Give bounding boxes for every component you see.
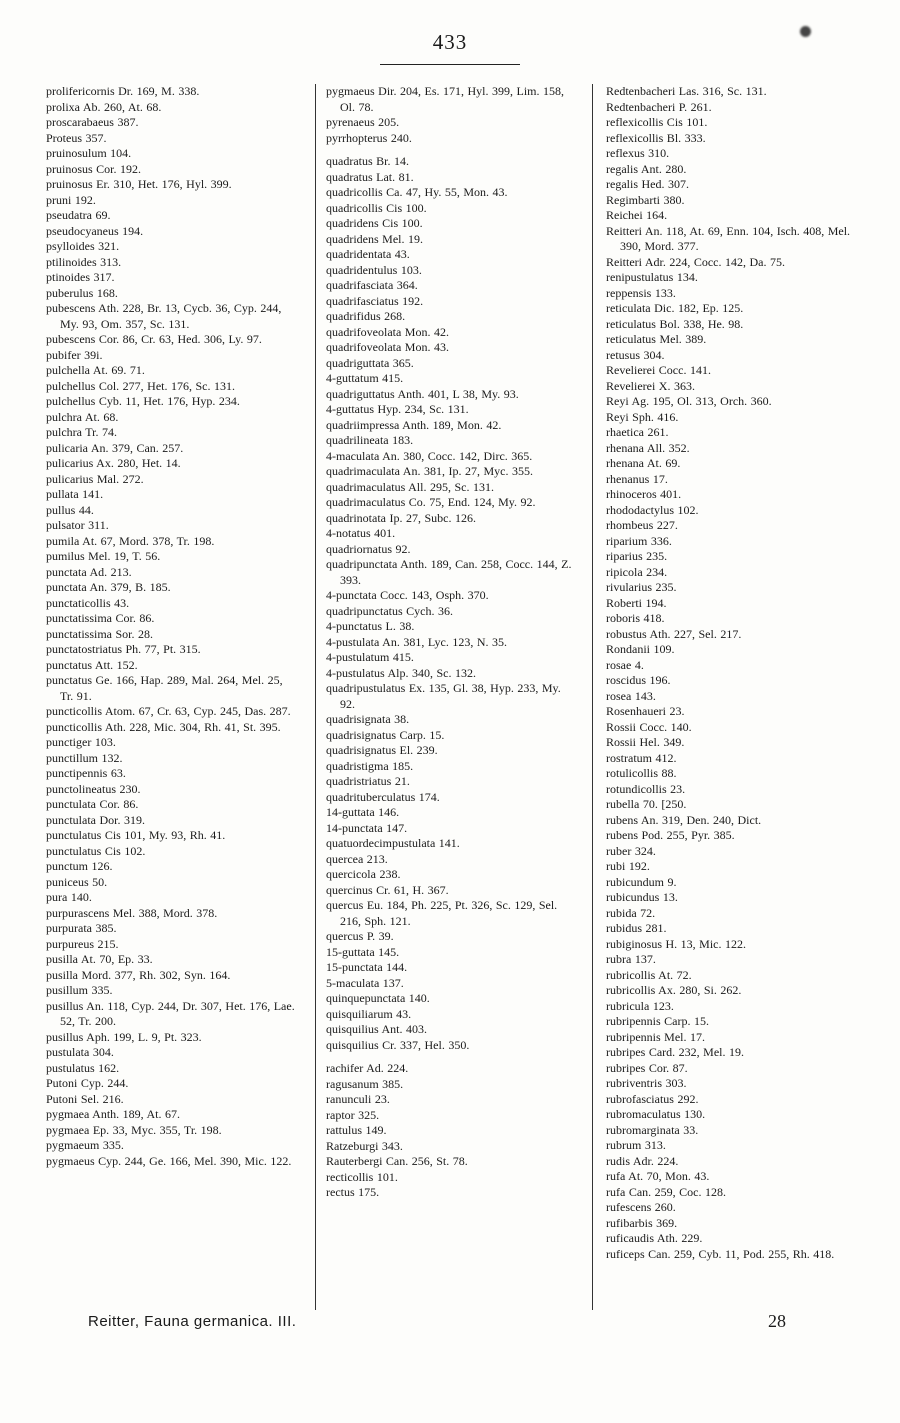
index-entry: punctipennis 63. <box>46 766 126 780</box>
index-entry: quadrifasciatus 192. <box>326 293 424 308</box>
index-entry: rubens An. 319, Den. 240, Dict. <box>606 812 762 827</box>
index-entry: pulicaria An. 379, Can. 257. <box>46 440 184 455</box>
index-entry: pubescens Cor. 86, Cr. 63, Hed. 306, Ly. 97. <box>46 332 262 346</box>
index-entry: pustulata 304. <box>46 1045 114 1059</box>
index-entry: quadrifoveolata Mon. 43. <box>326 340 449 354</box>
index-entry: pusillus An. 118, Cyp. 244, Dr. 307, Het. 176, Lae. 52, Tr. 200. <box>46 998 295 1028</box>
index-entry: punctatissima Sor. 28. <box>46 626 153 641</box>
index-entry: proliferic​ornis Dr. 169, M. 338. <box>46 84 200 98</box>
index-entry: quisquiliarum 43. <box>326 1006 412 1021</box>
index-entry: reppensis 133. <box>606 285 676 300</box>
index-entry: rubricollis Ax. 280, Si. 262. <box>606 983 742 997</box>
index-entry: pumilus Mel. 19, T. 56. <box>46 549 161 563</box>
index-entry: quinquepunctata 140. <box>326 991 430 1005</box>
index-entry: prolixa Ab. 260, At. 68. <box>46 99 162 114</box>
index-entry: roscidus 196. <box>606 673 671 687</box>
index-entry: rubripennis Mel. 17. <box>606 1029 705 1044</box>
index-entry: quatuordecimpustulata 141. <box>326 836 460 850</box>
index-entry: rhenana At. 69. <box>606 456 681 470</box>
index-entry: quadristriatus 21. <box>326 774 410 788</box>
footer-title: Reitter, Fauna germanica. III. <box>88 1313 297 1330</box>
index-entry: quercea 213. <box>326 851 388 866</box>
index-entry: reticulata Dic. 182, Ep. 125. <box>606 301 744 315</box>
header-rule <box>380 64 520 65</box>
index-entry: robustus Ath. 227, Sel. 217. <box>606 626 742 641</box>
index-entry: retusus 304. <box>606 347 665 362</box>
index-entry: rattulus 149. <box>326 1123 387 1137</box>
index-entry: quadrituberculatus 174. <box>326 789 440 804</box>
index-entry: ruficaudis Ath. 229. <box>606 1231 703 1245</box>
index-entry: pullata 141. <box>46 487 104 501</box>
index-entry: rubrofasciatus 292. <box>606 1091 699 1106</box>
index-entry: rhinoceros 401. <box>606 487 682 501</box>
index-entry: rubens Pod. 255, Pyr. 385. <box>606 828 735 842</box>
index-entry: punctum 126. <box>46 859 113 873</box>
index-entry: quadriguttatus Anth. 401, L 38, My. 93. <box>326 386 519 401</box>
index-entry: 4-punctata Cocc. 143, Osph. 370. <box>326 588 489 602</box>
index-entry: pseudocyaneus 194. <box>46 223 144 238</box>
index-entry: 14-guttata 146. <box>326 805 400 819</box>
index-entry: Rossii Cocc. 140. <box>606 719 692 734</box>
index-entry: quisquilius Cr. 337, Hel. 350. <box>326 1037 470 1052</box>
index-entry: pulchellus Col. 277, Het. 176, Sc. 131. <box>46 378 235 393</box>
index-entry: quadratus Lat. 81. <box>326 169 414 184</box>
index-entry: ptinoides 317. <box>46 270 115 284</box>
index-entry: ruber 324. <box>606 843 656 858</box>
index-column-3 <box>606 84 854 1310</box>
index-entry: rufibarbis 369. <box>606 1215 678 1230</box>
index-entry: pusillum 335. <box>46 983 113 997</box>
index-entry: quadrisignatus Carp. 15. <box>326 727 445 742</box>
index-entry: Revelierei X. 363. <box>606 378 695 393</box>
index-entry: rhaetica 261. <box>606 425 669 439</box>
index-entry: quadridens Cis 100. <box>326 216 423 230</box>
index-entry: quadrinotata Ip. 27, Subc. 126. <box>326 510 476 525</box>
index-entry: pusilla At. 70, Ep. 33. <box>46 952 153 966</box>
index-entry: Reyi Ag. 195, Ol. 313, Orch. 360. <box>606 394 772 408</box>
index-entry: rufa Can. 259, Coc. 128. <box>606 1184 726 1199</box>
index-entry: pubifer 39i. <box>46 347 103 362</box>
index-entry: 4-guttatus Hyp. 234, Sc. 131. <box>326 402 469 416</box>
index-entry: reflexicollis Cis 101. <box>606 115 708 129</box>
index-entry: pustulatus 162. <box>46 1060 120 1075</box>
column-divider <box>315 84 316 1310</box>
index-entry: rufa At. 70, Mon. 43. <box>606 1169 710 1183</box>
index-entry: raptor 325. <box>326 1107 380 1122</box>
index-entry: rubriventris 303. <box>606 1076 687 1090</box>
index-entry: pruinosus Er. 310, Het. 176, Hyl. 399. <box>46 177 232 191</box>
index-entry: quadrimaculatus All. 295, Sc. 131. <box>326 479 494 494</box>
index-entry: ripicola 234. <box>606 564 668 579</box>
index-entry: quadristigma 185. <box>326 758 414 773</box>
index-entry: rosea 143. <box>606 688 656 703</box>
index-entry: puncta​ticollis 43. <box>46 595 130 610</box>
index-entry: purpureus 215. <box>46 936 119 951</box>
index-entry: rubra 137. <box>606 952 656 966</box>
index-entry: 4-maculata An. 380, Cocc. 142, Dirc. 365. <box>326 448 533 463</box>
index-entry: psylloides 321. <box>46 239 120 253</box>
index-entry: quadriguttata 365. <box>326 355 414 370</box>
index-entry: reticulatus Mel. 389. <box>606 332 707 346</box>
column-divider <box>592 84 593 1310</box>
index-entry: rubripes Card. 232, Mel. 19. <box>606 1045 744 1059</box>
index-entry: quadratus Br. 14. <box>326 154 409 168</box>
index-entry: quercus Eu. 184, Ph. 225, Pt. 326, Sc. 129, Sel. 216, Sph. 121. <box>326 898 558 928</box>
index-entry: quadrifoveolata Mon. 42. <box>326 324 449 339</box>
index-entry: quadrimaculatus Co. 75, End. 124, My. 92. <box>326 495 536 509</box>
index-entry: reticulatus Bol. 338, He. 98. <box>606 316 744 331</box>
index-entry: rubromarginata 33. <box>606 1122 699 1137</box>
index-entry: pygmaea Ep. 33, Myc. 355, Tr. 198. <box>46 1122 222 1137</box>
index-column-1 <box>46 84 298 1310</box>
signature-mark: 28 <box>768 1311 786 1331</box>
index-entry: rubripes Cor. 87. <box>606 1060 688 1075</box>
index-entry: Ratzeburgi 343. <box>326 1138 403 1153</box>
index-entry: quadrifasciata 364. <box>326 278 418 292</box>
index-entry: pulchellus Cyb. 11, Het. 176, Hyp. 234. <box>46 394 240 408</box>
index-entry: quercinus Cr. 61, H. 367. <box>326 882 449 897</box>
index-entry: quadripustulatus Ex. 135, Gl. 38, Hyp. 233, My. 92. <box>326 681 561 711</box>
index-entry: rubricula 123. <box>606 998 674 1013</box>
index-entry: pura 140. <box>46 890 92 904</box>
index-entry: quadridentata 43. <box>326 247 410 261</box>
index-entry: quadrisignata 38. <box>326 712 410 726</box>
index-entry: quadricollis Ca. 47, Hy. 55, Mon. 43. <box>326 185 508 199</box>
index-entry: rhenanus 17. <box>606 471 668 486</box>
index-column-2 <box>326 84 572 1310</box>
index-entry: 5-maculata 137. <box>326 975 404 990</box>
index-entry: pulsator 311. <box>46 518 109 532</box>
index-entry: punctiger 103. <box>46 735 116 749</box>
index-entry: riparium 336. <box>606 533 672 548</box>
index-entry: punctulata Cor. 86. <box>46 797 139 811</box>
index-entry: pumila At. 67, Mord. 378, Tr. 198. <box>46 533 215 548</box>
index-entry: punctillum 132. <box>46 750 123 765</box>
index-entry: quadriimpressa Anth. 189, Mon. 42. <box>326 417 502 432</box>
index-entry: pullus 44. <box>46 502 94 517</box>
index-entry: Regimbarti 380. <box>606 192 685 207</box>
index-entry: quadripunctatus Cych. 36. <box>326 603 453 618</box>
index-entry: pruinosulum 104. <box>46 146 132 160</box>
index-entry: pusillus Aph. 199, L. 9, Pt. 323. <box>46 1029 202 1044</box>
index-entry: Reyi Sph. 416. <box>606 409 679 424</box>
index-entry: quercicola 238. <box>326 867 401 881</box>
index-entry: purpurascens Mel. 388, Mord. 378. <box>46 905 218 920</box>
index-entry: Proteus 357. <box>46 130 107 145</box>
index-entry: ptilinoides 313. <box>46 254 122 269</box>
index-entry: rhombeus 227. <box>606 518 678 532</box>
index-entry: pyrenaeus 205. <box>326 115 400 129</box>
index-entry: rhododactylus 102. <box>606 502 699 517</box>
index-entry: pyrrhopterus 240. <box>326 130 412 145</box>
index-entry: Redtenbacheri Las. 316, Sc. 131. <box>606 84 767 98</box>
index-entry: rubida 72. <box>606 905 656 920</box>
index-entry: punctolineatus 230. <box>46 781 141 796</box>
index-entry: 4-punctatus L. 38. <box>326 619 415 633</box>
index-entry: rubromaculatus 130. <box>606 1107 706 1121</box>
index-entry: rubicundum 9. <box>606 874 677 889</box>
index-entry: rufescens 260. <box>606 1200 676 1214</box>
index-entry: quadricollis Cis 100. <box>326 200 427 215</box>
index-entry: 4-notatus 401. <box>326 526 396 540</box>
index-entry: puberulus 168. <box>46 285 118 300</box>
index-entry: 4-pustulata An. 381, Lyc. 123, N. 35. <box>326 634 507 649</box>
index-entry: 14-punctata 147. <box>326 820 408 835</box>
index-entry: rivularius 235. <box>606 580 677 594</box>
index-entry: punctatus Att. 152. <box>46 657 138 672</box>
index-entry: Redtenbacheri P. 261. <box>606 99 712 114</box>
index-entry: rubidus 281. <box>606 921 667 935</box>
index-entry: pulicarius Mal. 272. <box>46 471 144 486</box>
index-entry: pruinosus Cor. 192. <box>46 161 142 176</box>
index-entry: pubescens Ath. 228, Br. 13, Cycb. 36, Cyp. 244, My. 93, Om. 357, Sc. 131. <box>46 301 282 331</box>
index-entry: 4-guttatum 415. <box>326 371 404 385</box>
index-entry: Rosenhaueri 23. <box>606 704 685 718</box>
index-entry: Reitteri Adr. 224, Cocc. 142, Da. 75. <box>606 254 785 269</box>
index-entry: quadridentulus 103. <box>326 262 422 277</box>
index-entry: rubiginosus H. 13, Mic. 122. <box>606 936 746 951</box>
index-entry: rudis Adr. 224. <box>606 1153 679 1168</box>
index-entry: Putoni Sel. 216. <box>46 1091 124 1106</box>
index-entry: Revelierei Cocc. 141. <box>606 363 711 377</box>
index-entry: 15-punctata 144. <box>326 960 408 974</box>
index-entry: quadripunctata Anth. 189, Can. 258, Cocc. 144, Z. 393. <box>326 557 572 587</box>
index-entry: Roberti 194. <box>606 595 667 610</box>
index-entry: pygmaeum 335. <box>46 1138 124 1152</box>
index-entry: quisquilius Ant. 403. <box>326 1022 428 1036</box>
index-entry: ragusanum 385. <box>326 1076 404 1091</box>
ink-blot <box>800 26 811 37</box>
index-entry: pygmaeus Dir. 204, Es. 171, Hyl. 399, Lim. 158, Ol. 78. <box>326 84 564 114</box>
index-entry: quadridens Mel. 19. <box>326 231 423 246</box>
index-entry: punctatostriatus Ph. 77, Pt. 315. <box>46 642 201 656</box>
index-entry: 4-pustulatum 415. <box>326 650 414 664</box>
index-entry: quadrimaculata An. 381, Ip. 27, Myc. 355. <box>326 464 533 478</box>
index-entry: rhenana All. 352. <box>606 440 690 455</box>
index-entry: punctatus Ge. 166, Hap. 289, Mal. 264, Mel. 25, Tr. 91. <box>46 673 283 703</box>
index-entry: pulchra Tr. 74. <box>46 425 118 439</box>
index-entry: quadrilineata 183. <box>326 433 414 447</box>
index-entry: recticollis 101. <box>326 1169 398 1184</box>
index-entry: reflexicollis Bl. 333. <box>606 130 706 145</box>
index-entry: pulchra At. 68. <box>46 409 119 424</box>
index-entry: regalis Hed. 307. <box>606 177 689 191</box>
index-entry: 15-guttata 145. <box>326 944 400 959</box>
page-number: 433 <box>432 30 468 54</box>
index-entry: pulchella At. 69. 71. <box>46 363 145 377</box>
index-entry: regalis Ant. 280. <box>606 161 687 176</box>
index-entry: Rauterbergi Can. 256, St. 78. <box>326 1154 468 1168</box>
index-entry: punctata Ad. 213. <box>46 564 132 579</box>
index-entry: riparius 235. <box>606 549 668 563</box>
index-entry: punctatissima Cor. 86. <box>46 611 155 625</box>
index-entry: quadrifidus 268. <box>326 309 406 323</box>
index-entry: punctulatus Cis 101, My. 93, Rh. 41. <box>46 828 226 842</box>
index-entry: pygmaea Anth. 189, At. 67. <box>46 1107 180 1121</box>
index-entry: quadriornatus 92. <box>326 541 411 556</box>
index-entry: pygmaeus Cyp. 244, Ge. 166, Mel. 390, Mic. 122. <box>46 1153 292 1168</box>
index-entry: rostratum 412. <box>606 750 677 765</box>
index-entry: Rondanii 109. <box>606 642 675 656</box>
index-entry: puncticollis Atom. 67, Cr. 63, Cyp. 245, Das. 287. <box>46 704 291 718</box>
index-entry: renipustulatus 134. <box>606 270 698 284</box>
index-entry: pusilla Mord. 377, Rh. 302, Syn. 164. <box>46 967 231 982</box>
index-entry: pseudatra 69. <box>46 208 111 222</box>
index-entry: rectus 175. <box>326 1185 380 1199</box>
index-entry: Rossii Hel. 349. <box>606 735 685 749</box>
index-entry: rubricollis At. 72. <box>606 967 692 982</box>
index-entry: punctulata Dor. 319. <box>46 812 145 827</box>
index-entry: Reichei 164. <box>606 208 668 222</box>
index-entry: puncticollis Ath. 228, Mic. 304, Rh. 41, St. 395. <box>46 719 281 734</box>
index-entry: proscarabaeus 387. <box>46 115 139 129</box>
index-entry: 4-pustulatus Alp. 340, Sc. 132. <box>326 665 477 680</box>
index-entry: rubella 70. [250. <box>606 797 687 811</box>
index-entry: rubi 192. <box>606 859 650 873</box>
index-entry: puniceus 50. <box>46 874 108 889</box>
index-entry: rubicundus 13. <box>606 890 678 904</box>
index-entry: rosae 4. <box>606 657 644 672</box>
index-entry: rachifer Ad. 224. <box>326 1061 409 1075</box>
index-entry: Reitteri An. 118, At. 69, Enn. 104, Isch. 408, Mel. 390, Mord. 377. <box>606 223 851 253</box>
index-entry: ruficeps Can. 259, Cyb. 11, Pod. 255, Rh. 418. <box>606 1246 835 1261</box>
index-entry: ranunculi 23. <box>326 1092 390 1106</box>
index-entry: punctulatus Cis 102. <box>46 843 146 858</box>
index-entry: rotundicollis 23. <box>606 781 686 796</box>
index-entry: reflexus 310. <box>606 146 670 160</box>
index-entry: Putoni Cyp. 244. <box>46 1076 129 1090</box>
index-entry: quadrisignatus El. 239. <box>326 743 438 757</box>
index-entry: punctata An. 379, B. 185. <box>46 580 171 594</box>
index-entry: roboris 418. <box>606 611 665 625</box>
index-entry: pulicarius Ax. 280, Het. 14. <box>46 456 181 470</box>
index-entry: rubrum 313. <box>606 1138 666 1152</box>
index-entry: rubripennis Carp. 15. <box>606 1014 709 1028</box>
index-entry: quercus P. 39. <box>326 929 394 943</box>
index-entry: purpurata 385. <box>46 921 117 935</box>
index-entry: pruni 192. <box>46 192 96 207</box>
index-entry: rotulicollis 88. <box>606 766 677 780</box>
